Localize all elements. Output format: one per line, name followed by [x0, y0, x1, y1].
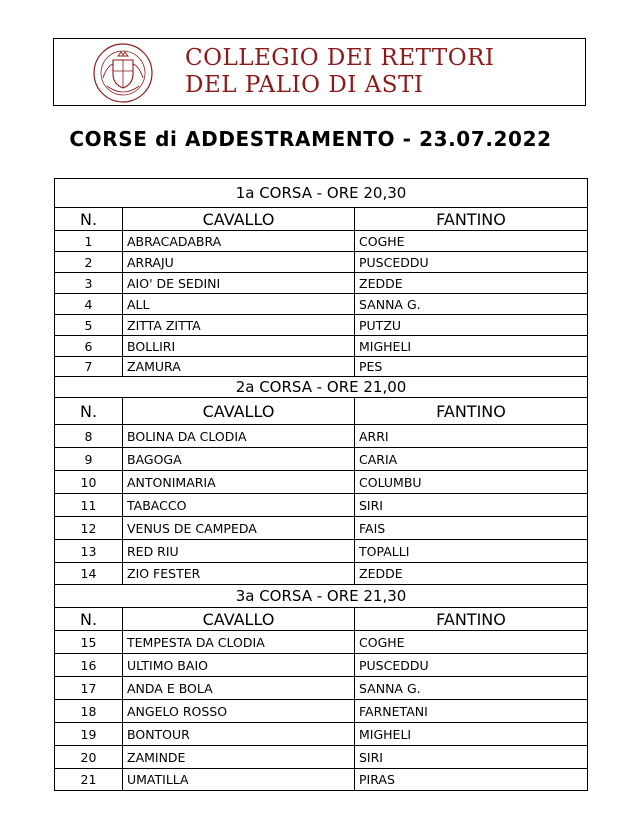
column-header-jockey: FANTINO	[355, 208, 588, 231]
table-row	[55, 494, 588, 517]
jockey-name: SANNA G.	[355, 294, 588, 315]
jockey-name: ARRI	[355, 425, 588, 448]
table-row	[55, 677, 588, 700]
palio-seal-logo	[91, 42, 155, 104]
jockey-name: SIRI	[355, 494, 588, 517]
table-row	[55, 448, 588, 471]
jockey-name: PUSCEDDU	[355, 654, 588, 677]
jockey-name: PIRAS	[355, 769, 588, 791]
jockey-name: MIGHELI	[355, 336, 588, 357]
horse-name: ARRAJU	[123, 252, 355, 273]
table-row	[55, 746, 588, 769]
horse-name: ZIO FESTER	[123, 563, 355, 585]
horse-name: TEMPESTA DA CLODIA	[123, 631, 355, 654]
header-box	[53, 38, 586, 106]
org-name-line-1: COLLEGIO DEI RETTORI	[185, 45, 495, 71]
table-row	[55, 315, 588, 336]
jockey-name: FARNETANI	[355, 700, 588, 723]
table-row	[55, 425, 588, 448]
horse-name: ULTIMO BAIO	[123, 654, 355, 677]
table-row	[55, 231, 588, 252]
table-row	[55, 540, 588, 563]
jockey-name: COGHE	[355, 631, 588, 654]
entry-number: 18	[55, 700, 123, 723]
column-header-horse: CAVALLO	[123, 398, 355, 425]
race-title: 3a CORSA - ORE 21,30	[55, 585, 588, 608]
horse-name: AIO' DE SEDINI	[123, 273, 355, 294]
horse-name: ZAMINDE	[123, 746, 355, 769]
jockey-name: CARIA	[355, 448, 588, 471]
table-row	[55, 273, 588, 294]
horse-name: BONTOUR	[123, 723, 355, 746]
column-header-horse: CAVALLO	[123, 208, 355, 231]
column-header-num: N.	[55, 208, 123, 231]
horse-name: RED RIU	[123, 540, 355, 563]
document-title: CORSE di ADDESTRAMENTO - 23.07.2022	[69, 127, 552, 151]
jockey-name: PUTZU	[355, 315, 588, 336]
entry-number: 15	[55, 631, 123, 654]
horse-name: ANGELO ROSSO	[123, 700, 355, 723]
entry-number: 5	[55, 315, 123, 336]
entry-number: 4	[55, 294, 123, 315]
horse-name: ABRACADABRA	[123, 231, 355, 252]
race-header-row	[55, 585, 588, 608]
column-header-row	[55, 208, 588, 231]
table-row	[55, 563, 588, 585]
horse-name: ANTONIMARIA	[123, 471, 355, 494]
horse-name: UMATILLA	[123, 769, 355, 791]
horse-name: BOLLIRI	[123, 336, 355, 357]
table-row	[55, 357, 588, 377]
jockey-name: ZEDDE	[355, 273, 588, 294]
jockey-name: TOPALLI	[355, 540, 588, 563]
table-row	[55, 336, 588, 357]
table-row	[55, 252, 588, 273]
jockey-name: MIGHELI	[355, 723, 588, 746]
column-header-num: N.	[55, 398, 123, 425]
horse-name: BAGOGA	[123, 448, 355, 471]
horse-name: ZAMURA	[123, 357, 355, 377]
entry-number: 3	[55, 273, 123, 294]
jockey-name: PES	[355, 357, 588, 377]
column-header-horse: CAVALLO	[123, 608, 355, 631]
column-header-row	[55, 398, 588, 425]
table-row	[55, 517, 588, 540]
horse-name: VENUS DE CAMPEDA	[123, 517, 355, 540]
horse-name: ZITTA ZITTA	[123, 315, 355, 336]
race-header-row	[55, 377, 588, 398]
entry-number: 10	[55, 471, 123, 494]
entry-number: 19	[55, 723, 123, 746]
table-row	[55, 471, 588, 494]
horse-name: BOLINA DA CLODIA	[123, 425, 355, 448]
entry-number: 17	[55, 677, 123, 700]
table-row	[55, 769, 588, 791]
entry-number: 1	[55, 231, 123, 252]
entry-number: 6	[55, 336, 123, 357]
horse-name: ALL	[123, 294, 355, 315]
jockey-name: FAIS	[355, 517, 588, 540]
entry-number: 20	[55, 746, 123, 769]
entry-number: 2	[55, 252, 123, 273]
table-row	[55, 631, 588, 654]
jockey-name: SANNA G.	[355, 677, 588, 700]
horse-name: TABACCO	[123, 494, 355, 517]
entry-number: 16	[55, 654, 123, 677]
jockey-name: ZEDDE	[355, 563, 588, 585]
entry-number: 7	[55, 357, 123, 377]
table-row	[55, 654, 588, 677]
column-header-row	[55, 608, 588, 631]
entry-number: 13	[55, 540, 123, 563]
column-header-jockey: FANTINO	[355, 398, 588, 425]
jockey-name: COLUMBU	[355, 471, 588, 494]
entry-number: 8	[55, 425, 123, 448]
org-name-line-2: DEL PALIO DI ASTI	[185, 72, 424, 98]
entry-number: 14	[55, 563, 123, 585]
jockey-name: COGHE	[355, 231, 588, 252]
table-row	[55, 294, 588, 315]
horse-name: ANDA E BOLA	[123, 677, 355, 700]
jockey-name: SIRI	[355, 746, 588, 769]
column-header-jockey: FANTINO	[355, 608, 588, 631]
race-table	[54, 178, 588, 791]
entry-number: 21	[55, 769, 123, 791]
race-title: 1a CORSA - ORE 20,30	[55, 179, 588, 208]
column-header-num: N.	[55, 608, 123, 631]
jockey-name: PUSCEDDU	[355, 252, 588, 273]
entry-number: 9	[55, 448, 123, 471]
table-row	[55, 723, 588, 746]
entry-number: 11	[55, 494, 123, 517]
race-title: 2a CORSA - ORE 21,00	[55, 377, 588, 398]
race-header-row	[55, 179, 588, 208]
table-row	[55, 700, 588, 723]
entry-number: 12	[55, 517, 123, 540]
